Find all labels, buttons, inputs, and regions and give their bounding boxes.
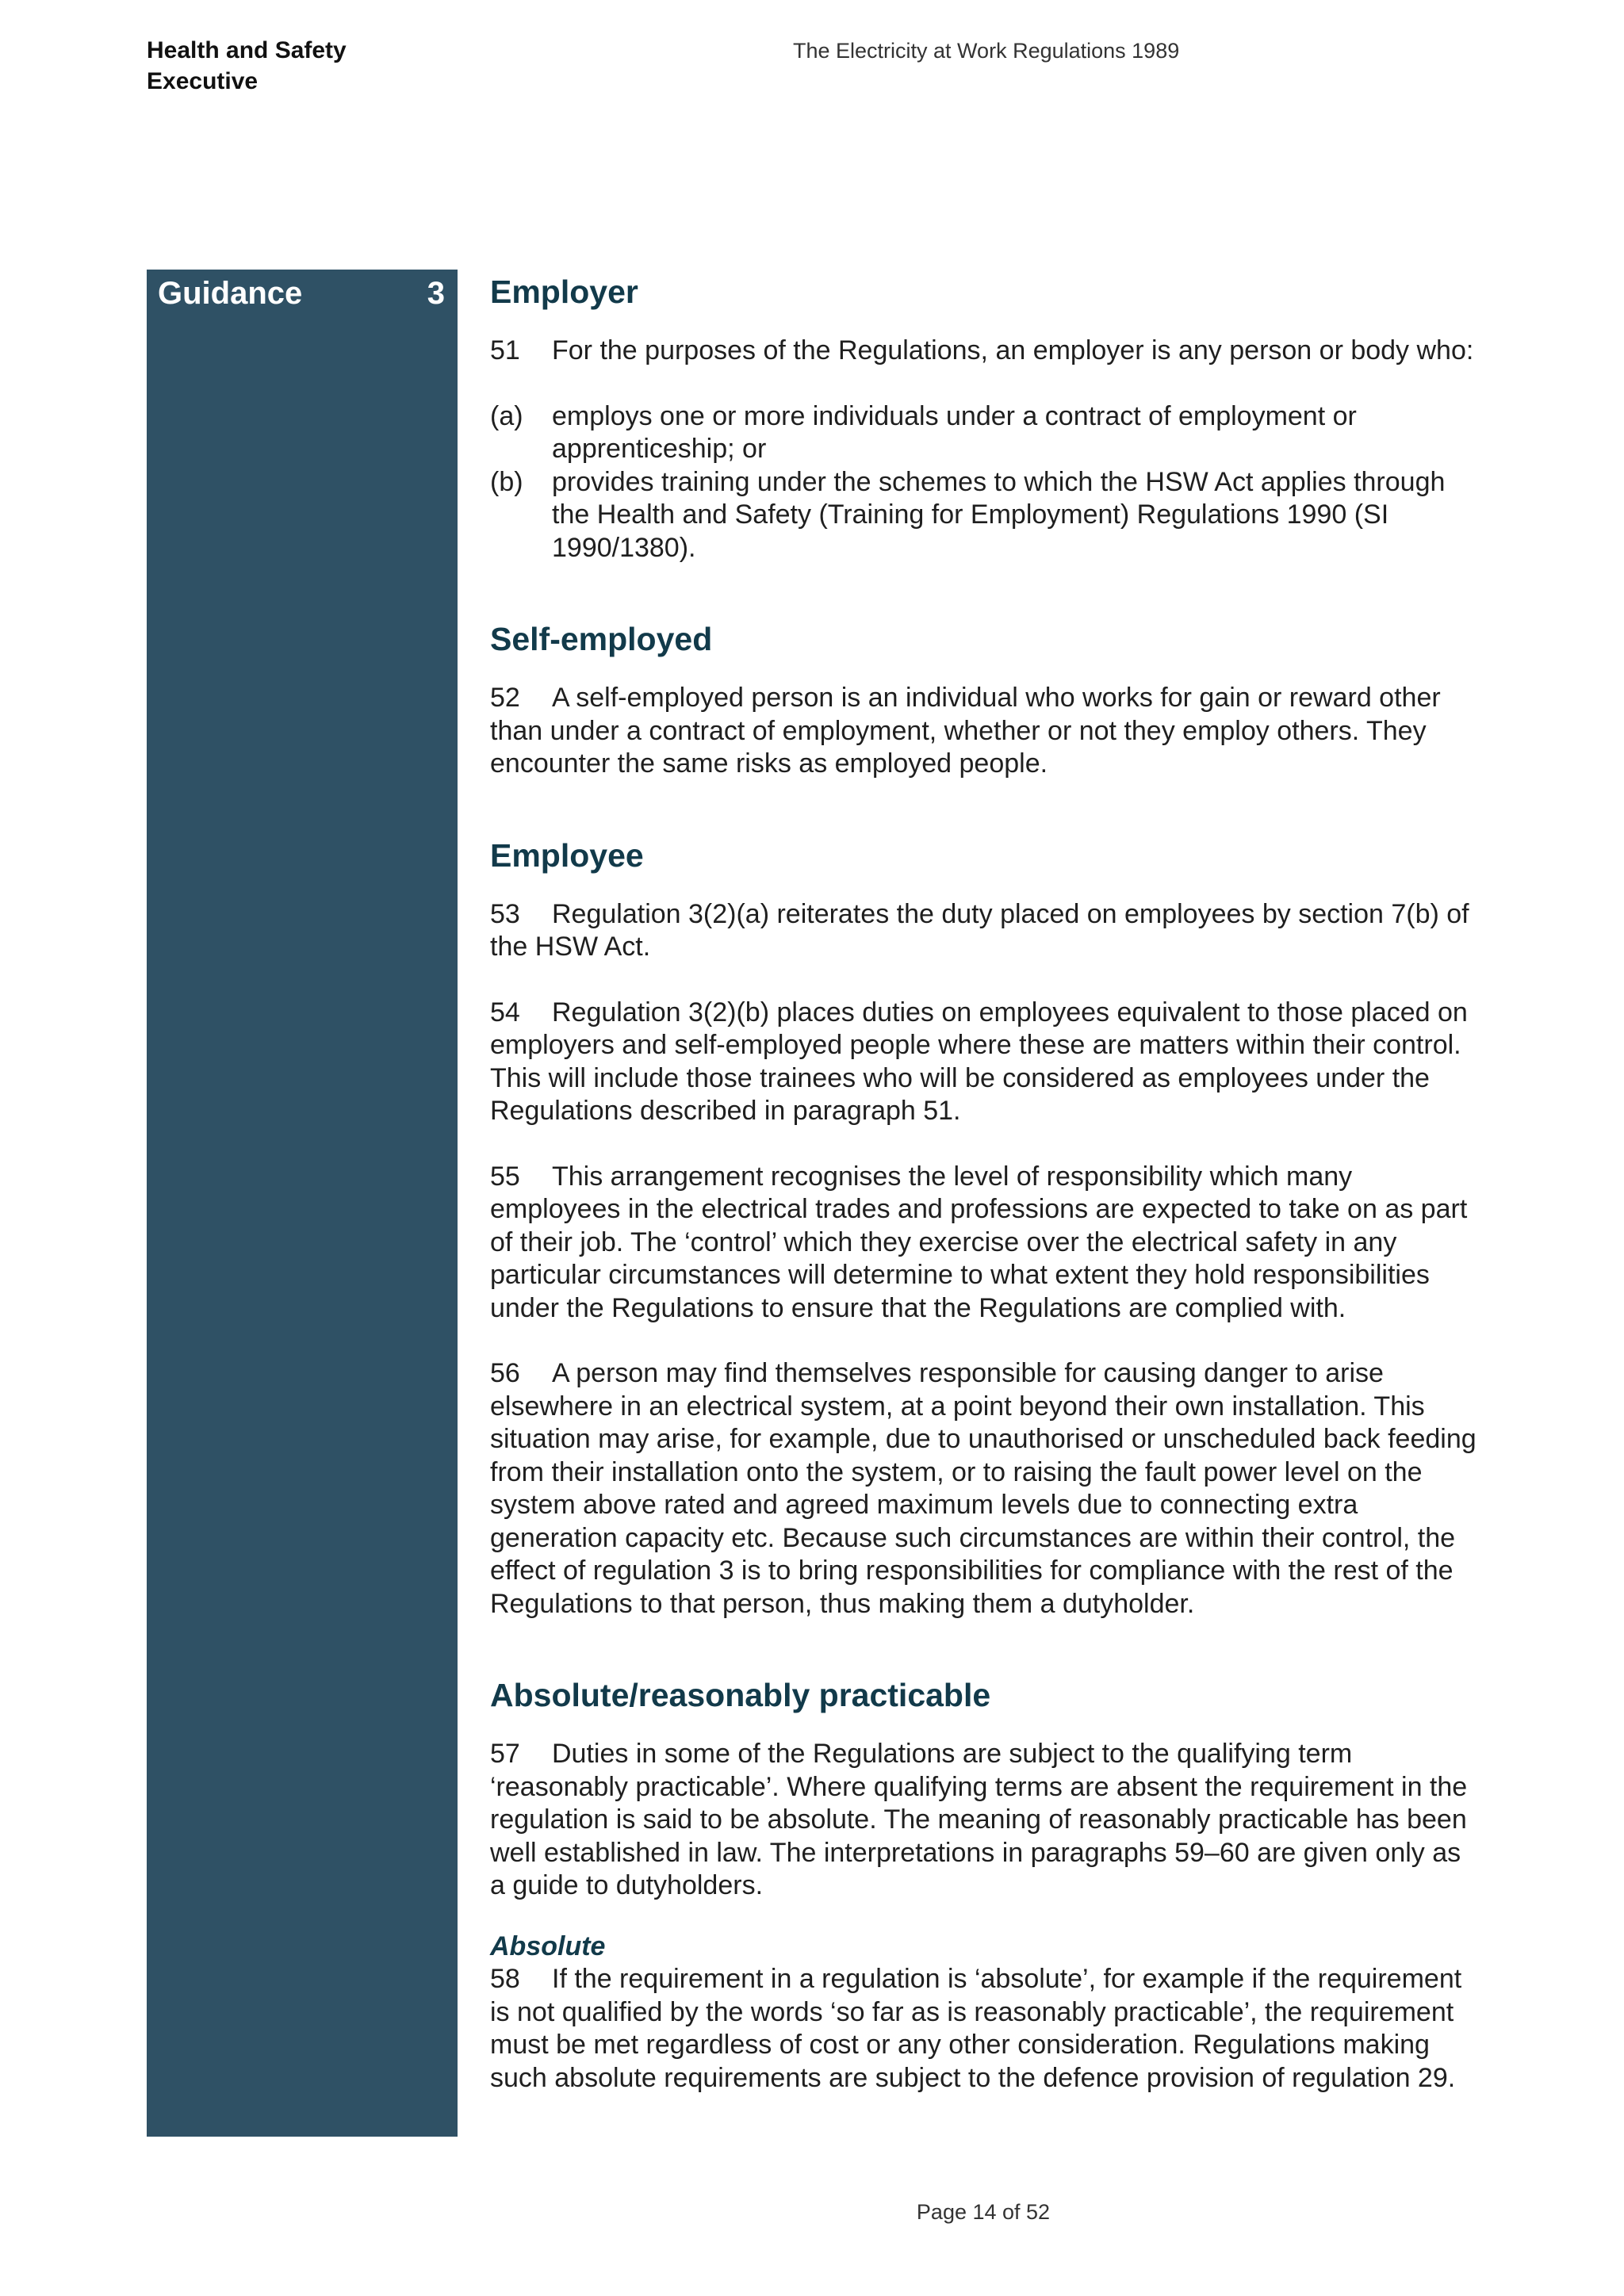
page-number: Page 14 of 52 [916,2200,1051,2224]
paragraph-number: 55 [490,1161,520,1192]
paragraph-54 [490,997,1481,1128]
paragraph-text: Regulation 3(2)(a) reiterates the duty placed on employees by section 7(b) of the HSW Act. [490,898,1469,962]
org-name: Health and Safety Executive [147,37,347,94]
paragraph-text: Duties in some of the Regulations are subject to the qualifying term ‘reasonably practicable’. Where qualifying terms are absent the requirement in the regulation is said to be absolute. The meaning of reasonably practicable has been well established in law. The interpretations in paragraphs 59–60 are given only as a guide to dutyholders. [490,1739,1468,1900]
list-item [490,400,1481,466]
subheading-absolute: Absolute [490,1931,606,1961]
list-item [490,466,1481,565]
heading-employee: Employee [490,836,644,874]
guidance-sidebar [147,270,458,2137]
paragraph-text: If the requirement in a regulation is ‘absolute’, for example if the requirement is not qualified by the words ‘so far as is reasonably practicable’, the requirement must be met regardless of cost or any other consideration. Regulations making such absolute requirements are subject to the defence provision of regulation 29. [490,1964,1462,2093]
paragraph-52 [490,682,1481,781]
heading-absolute-reasonably-practicable: Absolute/reasonably practicable [490,1677,991,1713]
paragraph-number: 52 [490,683,520,713]
paragraph-57 [490,1738,1481,1903]
list-marker: (a) [490,400,523,431]
paragraph-number: 56 [490,1358,520,1388]
list-text: provides training under the schemes to which the HSW Act applies through the Health and Safety (Training for Employment) Regulations 1990 (SI 1990/1380). [552,466,1446,563]
paragraph-number: 53 [490,898,520,929]
paragraph-53 [490,898,1481,964]
paragraph-number: 54 [490,997,520,1027]
sidebar-label: Guidance [158,276,303,311]
paragraph-58 [490,1963,1481,2095]
paragraph-number: 58 [490,1964,520,1994]
paragraph-55 [490,1161,1481,1326]
list-text: employs one or more individuals under a contract of employment or apprenticeship; or [552,400,1357,464]
document-title: The Electricity at Work Regulations 1989 [793,39,1180,63]
heading-self-employed: Self-employed [490,621,713,657]
paragraph-text: For the purposes of the Regulations, an employer is any person or body who: [552,335,1474,365]
paragraph-51 [490,335,1481,368]
heading-employer: Employer [490,274,638,310]
main-content [490,270,1481,2095]
sidebar-number: 3 [427,276,445,311]
paragraph-text: A person may find themselves responsible for causing danger to arise elsewhere in an electrical system, at a point beyond their own installation. This situation may arise, for example, due to unauthorised or unscheduled back feeding from their installation onto the system, or to raising the fault power level on the system above rated and agreed maximum levels due to connecting extra generation capacity etc. Because such circumstances are within their control, the effect of regulation 3 is to bring responsibilities for compliance with the rest of the Regulations to that person, thus making them a dutyholder. [490,1358,1477,1619]
paragraph-text: A self-employed person is an individual who works for gain or reward other than under a contract of employment, whether or not they employ others. They encounter the same risks as employed people. [490,683,1441,779]
paragraph-text: Regulation 3(2)(b) places duties on employees equivalent to those placed on employers and self-employed people where these are matters within their control. This will include those trainees who will be considered as employees under the Regulations described in paragraph 51. [490,997,1468,1126]
paragraph-56 [490,1357,1481,1621]
paragraph-number: 57 [490,1739,520,1769]
paragraph-number: 51 [490,335,520,365]
list-marker: (b) [490,466,523,497]
paragraph-text: This arrangement recognises the level of responsibility which many employees in the electrical trades and professions are expected to take on as part of their job. The ‘control’ which they exercise over the electrical safety in any particular circumstances will determine to what extent they hold responsibilities under the Regulations to ensure that the Regulations are complied with. [490,1161,1468,1323]
